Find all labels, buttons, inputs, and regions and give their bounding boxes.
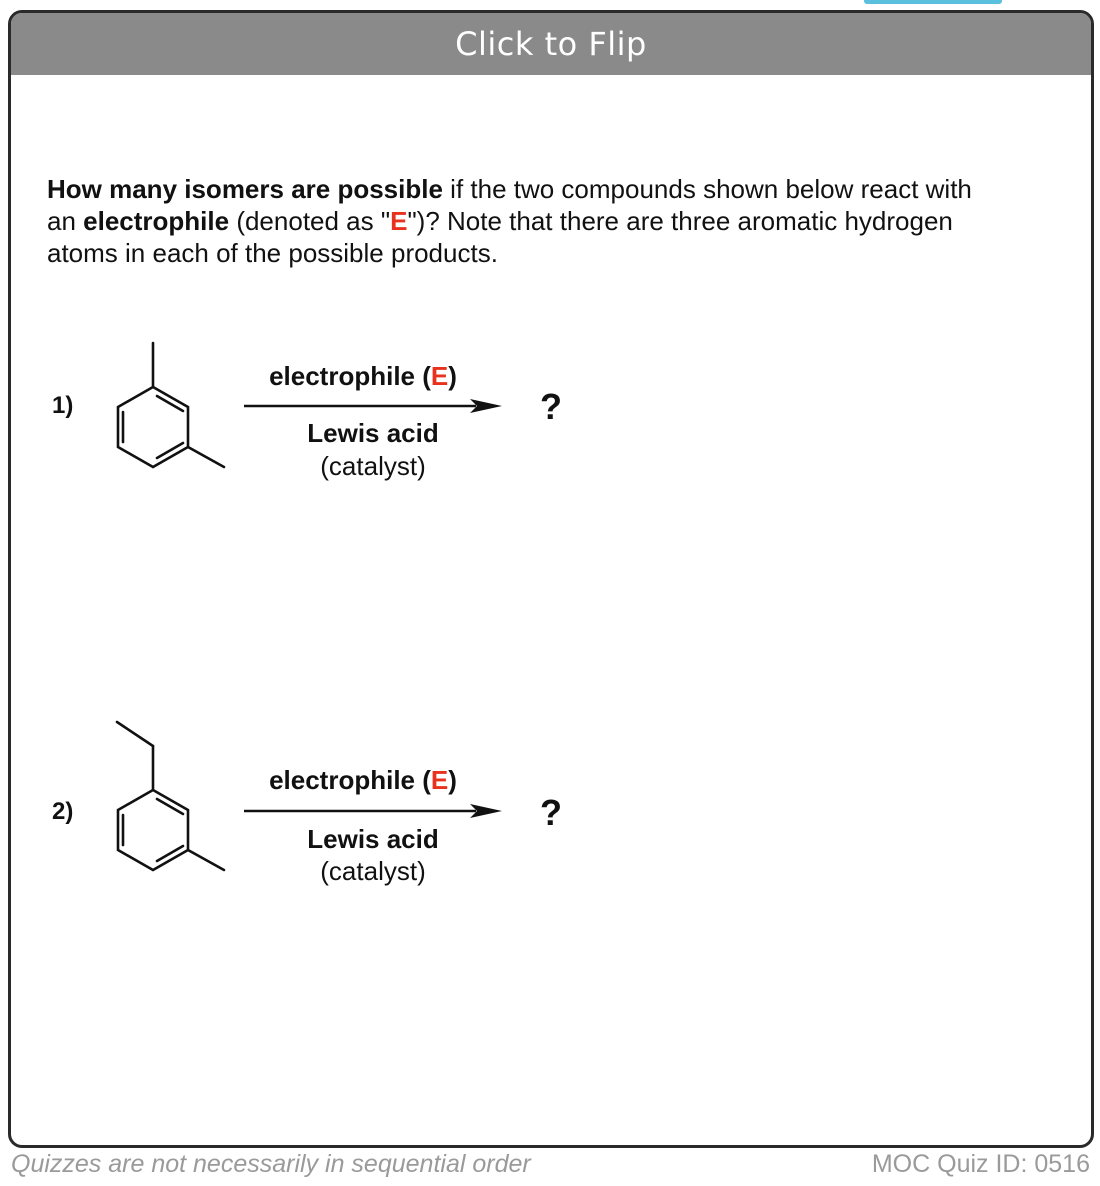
reaction-2-reagent-open: ( — [415, 765, 431, 795]
reaction-1-reagent-text: electrophile — [269, 361, 416, 391]
reaction-2-reagent — [233, 765, 493, 796]
flip-button[interactable] — [11, 13, 1091, 75]
reaction-1-reagent-open: ( — [415, 361, 431, 391]
question-part-6: ")? Note that there are three aromatic hydrogen atoms in each of the possible products. — [47, 206, 953, 268]
question-part-4: (denoted as " — [229, 206, 391, 236]
question-bold-2: electrophile — [83, 206, 230, 236]
reaction-2-condition-note: (catalyst) — [320, 856, 426, 886]
reaction-2-condition: Lewis acid — [307, 824, 439, 854]
reaction-1-reagent — [233, 361, 493, 392]
reaction-2-product: ? — [540, 792, 562, 833]
flip-label: Click to Flip — [455, 25, 647, 63]
reaction-1-molecule — [100, 335, 240, 480]
reaction-2-reagent-close: ) — [448, 765, 457, 795]
question-bold-1: How many isomers are possible — [47, 174, 443, 204]
reaction-2-reagent-text: electrophile — [269, 765, 416, 795]
reaction-1-arrow — [244, 396, 506, 416]
question-part-2: if the two compounds shown below react with an — [47, 174, 972, 236]
footer-disclaimer: Quizzes are not necessarily in sequential order — [11, 1150, 531, 1178]
reaction-1-condition: Lewis acid — [307, 418, 439, 448]
top-accent-tab — [864, 0, 1002, 4]
reaction-2-arrow — [244, 801, 506, 821]
reaction-1-reagent-close: ) — [448, 361, 457, 391]
question-text — [47, 173, 1007, 269]
reaction-1-number: 1) — [52, 392, 74, 419]
reaction-1-condition-note: (catalyst) — [320, 451, 426, 481]
reaction-2-number: 2) — [52, 798, 74, 825]
reaction-2-molecule — [100, 712, 240, 884]
reaction-2-reagent-symbol: E — [430, 765, 449, 795]
question-electrophile-symbol: E — [390, 206, 408, 236]
reaction-1-product: ? — [540, 386, 562, 427]
quiz-id: MOC Quiz ID: 0516 — [871, 1150, 1090, 1178]
reaction-1-reagent-symbol: E — [430, 361, 449, 391]
